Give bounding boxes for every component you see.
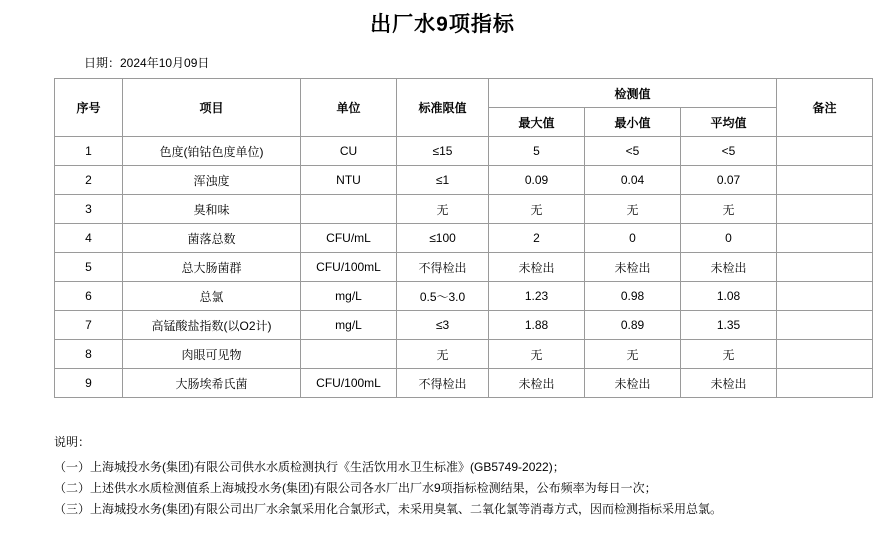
cell-min: 0 (585, 224, 681, 253)
note-line-2: （二）上述供水水质检测值系上海城投水务(集团)有限公司各水厂出厂水9项指标检测结果，公布频率为每日一次； (54, 481, 657, 495)
cell-max: 未检出 (489, 369, 585, 398)
cell-no: 5 (55, 253, 123, 282)
cell-unit: NTU (301, 166, 397, 195)
cell-limit: 0.5～3.0 (397, 282, 489, 311)
cell-remark (777, 195, 873, 224)
header-remark: 备注 (777, 79, 873, 137)
cell-remark (777, 282, 873, 311)
cell-min: 无 (585, 195, 681, 224)
cell-no: 6 (55, 282, 123, 311)
table-row (55, 311, 873, 340)
cell-unit: CU (301, 137, 397, 166)
cell-no: 2 (55, 166, 123, 195)
cell-unit: mg/L (301, 282, 397, 311)
header-no: 序号 (55, 79, 123, 137)
header-avg: 平均值 (681, 108, 777, 137)
table-row (55, 340, 873, 369)
cell-min: 未检出 (585, 253, 681, 282)
page-title: 出厂水9项指标 (370, 13, 515, 36)
water-quality-table (54, 78, 873, 398)
cell-max: 未检出 (489, 253, 585, 282)
cell-avg: 1.08 (681, 282, 777, 311)
cell-min: <5 (585, 137, 681, 166)
cell-item: 总氯 (123, 282, 301, 311)
cell-max: 无 (489, 340, 585, 369)
cell-max: 1.23 (489, 282, 585, 311)
cell-remark (777, 311, 873, 340)
cell-no: 4 (55, 224, 123, 253)
cell-avg: 无 (681, 195, 777, 224)
header-max: 最大值 (489, 108, 585, 137)
cell-avg: <5 (681, 137, 777, 166)
cell-min: 0.04 (585, 166, 681, 195)
cell-avg: 0.07 (681, 166, 777, 195)
header-min: 最小值 (585, 108, 681, 137)
cell-unit: CFU/100mL (301, 369, 397, 398)
cell-item: 色度(铂钴色度单位) (123, 137, 301, 166)
table-row (55, 195, 873, 224)
cell-min: 无 (585, 340, 681, 369)
cell-item: 臭和味 (123, 195, 301, 224)
cell-unit: CFU/mL (301, 224, 397, 253)
cell-max: 2 (489, 224, 585, 253)
cell-unit: CFU/100mL (301, 253, 397, 282)
cell-no: 8 (55, 340, 123, 369)
cell-no: 7 (55, 311, 123, 340)
cell-remark (777, 340, 873, 369)
cell-min: 0.98 (585, 282, 681, 311)
cell-limit: 不得检出 (397, 369, 489, 398)
cell-max: 1.88 (489, 311, 585, 340)
note-line-3: （三）上海城投水务(集团)有限公司出厂水余氯采用化合氯形式，未采用臭氧、二氧化氯等消毒方式，因而检测指标采用总氯。 (54, 502, 722, 516)
cell-remark (777, 224, 873, 253)
cell-item: 大肠埃希氏菌 (123, 369, 301, 398)
cell-remark (777, 369, 873, 398)
cell-remark (777, 166, 873, 195)
cell-avg: 无 (681, 340, 777, 369)
cell-no: 1 (55, 137, 123, 166)
cell-unit (301, 195, 397, 224)
cell-item: 高锰酸盐指数(以O2计) (123, 311, 301, 340)
note-line-1: （一）上海城投水务(集团)有限公司供水水质检测执行《生活饮用水卫生标准》(GB5749-2022)； (54, 460, 565, 474)
cell-item: 肉眼可见物 (123, 340, 301, 369)
cell-avg: 未检出 (681, 253, 777, 282)
cell-limit: 不得检出 (397, 253, 489, 282)
cell-limit: ≤3 (397, 311, 489, 340)
cell-no: 3 (55, 195, 123, 224)
cell-limit: 无 (397, 195, 489, 224)
cell-min: 未检出 (585, 369, 681, 398)
header-unit: 单位 (301, 79, 397, 137)
header-item: 项目 (123, 79, 301, 137)
cell-max: 0.09 (489, 166, 585, 195)
report-date: 日期：2024年10月09日 (84, 56, 210, 70)
table-row (55, 253, 873, 282)
cell-limit: ≤15 (397, 137, 489, 166)
cell-item: 总大肠菌群 (123, 253, 301, 282)
cell-remark (777, 253, 873, 282)
cell-avg: 未检出 (681, 369, 777, 398)
table-row (55, 137, 873, 166)
header-detection: 检测值 (489, 79, 777, 108)
table-row (55, 166, 873, 195)
cell-max: 无 (489, 195, 585, 224)
header-limit: 标准限值 (397, 79, 489, 137)
cell-min: 0.89 (585, 311, 681, 340)
cell-limit: 无 (397, 340, 489, 369)
table-header-row-1 (55, 79, 873, 108)
notes-section (54, 432, 885, 520)
cell-unit (301, 340, 397, 369)
cell-unit: mg/L (301, 311, 397, 340)
cell-remark (777, 137, 873, 166)
cell-no: 9 (55, 369, 123, 398)
cell-limit: ≤100 (397, 224, 489, 253)
cell-limit: ≤1 (397, 166, 489, 195)
cell-avg: 1.35 (681, 311, 777, 340)
notes-title: 说明： (54, 435, 91, 449)
cell-avg: 0 (681, 224, 777, 253)
cell-max: 5 (489, 137, 585, 166)
table-row (55, 369, 873, 398)
cell-item: 菌落总数 (123, 224, 301, 253)
table-row (55, 224, 873, 253)
table-row (55, 282, 873, 311)
cell-item: 浑浊度 (123, 166, 301, 195)
